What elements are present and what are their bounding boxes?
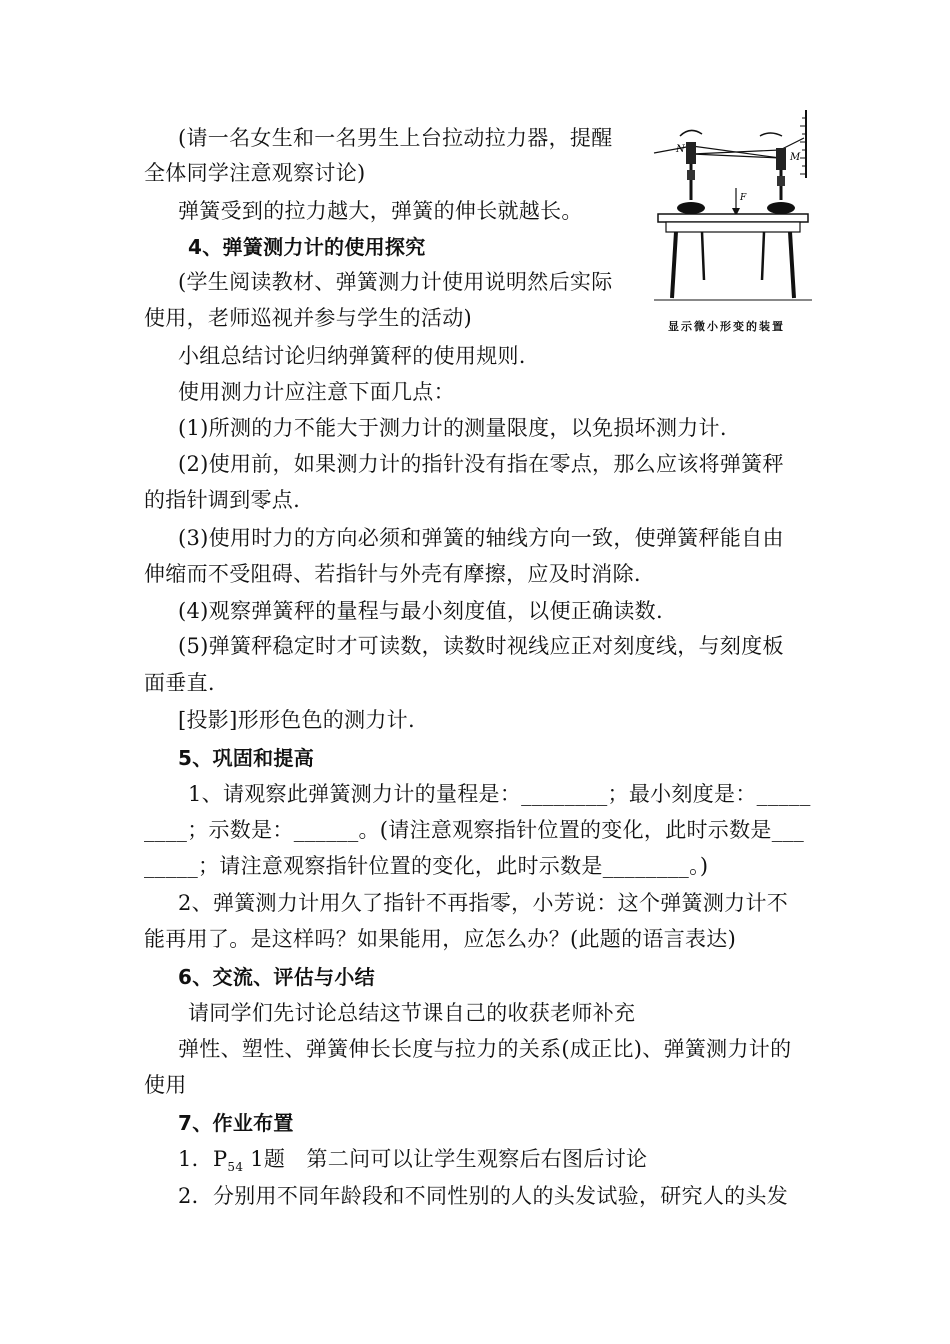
text-line: 2、弹簧测力计用久了指针不再指零，小芳说：这个弹簧测力计不 xyxy=(178,891,789,915)
homework-prefix: 1．P xyxy=(178,1147,228,1171)
text-line: (学生阅读教材、弹簧测力计使用说明然后实际 xyxy=(178,270,613,294)
text-line: (请一名女生和一名男生上台拉动拉力器，提醒 xyxy=(178,126,613,150)
section-heading: 6、交流、评估与小结 xyxy=(178,965,375,989)
text-line: 使用 xyxy=(144,1073,187,1097)
page-number-subscript: 54 xyxy=(227,1160,244,1175)
text-line: 全体同学注意观察讨论) xyxy=(144,161,366,185)
text-line: [投影]形形色色的测力计. xyxy=(178,708,415,732)
label-f: F xyxy=(740,193,747,203)
text-line: 使用测力计应注意下面几点： xyxy=(178,380,455,404)
homework-item-1 xyxy=(178,1145,848,1181)
homework-item-2: 2．分别用不同年龄段和不同性别的人的头发试验，研究人的头发 xyxy=(178,1184,789,1208)
text-line: (4)观察弹簧秤的量程与最小刻度值，以便正确读数. xyxy=(178,599,663,623)
text-line: _____；请注意观察指针位置的变化，此时示数是________。) xyxy=(144,854,709,878)
deformation-apparatus-figure xyxy=(652,108,812,308)
text-line: 伸缩而不受阻碍、若指针与外壳有摩擦，应及时消除. xyxy=(144,562,641,586)
section-heading: 4、弹簧测力计的使用探究 xyxy=(188,235,426,259)
text-line: ____；示数是：______。(请注意观察指针位置的变化，此时示数是___ xyxy=(144,818,805,842)
text-line: (1)所测的力不能大于测力计的测量限度，以免损坏测力计. xyxy=(178,416,727,440)
text-line: 使用，老师巡视并参与学生的活动) xyxy=(144,306,472,330)
text-line: 1、请观察此弹簧测力计的量程是：________；最小刻度是：_____ xyxy=(188,782,811,806)
figure-caption: 显示微小形变的装置 xyxy=(668,320,785,333)
section-heading: 7、作业布置 xyxy=(178,1111,294,1135)
text-line: 面垂直. xyxy=(144,671,215,695)
text-line: (2)使用前，如果测力计的指针没有指在零点，那么应该将弹簧秤 xyxy=(178,452,784,476)
label-m: M xyxy=(790,152,801,163)
homework-suffix: 1题 第二问可以让学生观察后右图后讨论 xyxy=(243,1147,648,1171)
text-line: 的指针调到零点. xyxy=(144,488,301,512)
text-line: 请同学们先讨论总结这节课自己的收获老师补充 xyxy=(188,1001,636,1025)
text-line: (3)使用时力的方向必须和弹簧的轴线方向一致，使弹簧秤能自由 xyxy=(178,526,784,550)
section-heading: 5、巩固和提高 xyxy=(178,746,315,770)
label-n: N xyxy=(676,144,685,155)
text-line: 弹簧受到的拉力越大，弹簧的伸长就越长。 xyxy=(178,199,583,223)
text-line: 弹性、塑性、弹簧伸长长度与拉力的关系(成正比)、弹簧测力计的 xyxy=(178,1037,792,1061)
text-line: 小组总结讨论归纳弹簧秤的使用规则. xyxy=(178,344,526,368)
text-line: (5)弹簧秤稳定时才可读数，读数时视线应正对刻度线，与刻度板 xyxy=(178,634,784,658)
text-line: 能再用了。是这样吗？如果能用，应怎么办？(此题的语言表达) xyxy=(144,927,737,951)
